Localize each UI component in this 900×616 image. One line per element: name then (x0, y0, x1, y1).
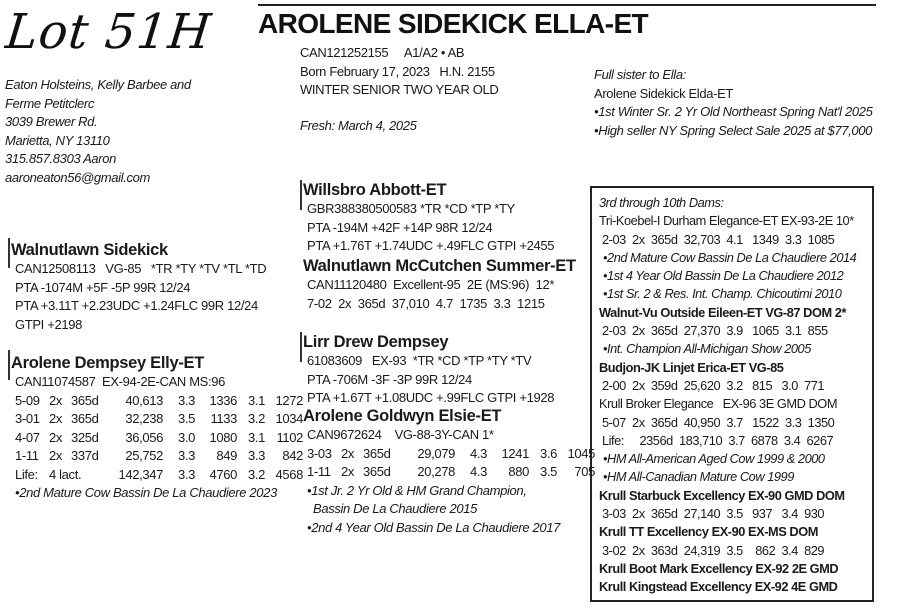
record-cell: 3.1 (247, 429, 265, 445)
dam-record: 2-03 2x 365d 32,703 4.1 1349 3.3 1085 (602, 231, 835, 247)
record-cell: 325d (71, 429, 99, 445)
record-cell: 1272 (275, 392, 303, 408)
sire-dam-name: Walnutlawn McCutchen Summer-ET (303, 257, 576, 275)
dam-dam-registration: CAN9672624 VG-88-3Y-CAN 1* (307, 427, 494, 442)
record-cell: 1080 (209, 429, 237, 445)
record-row (307, 463, 599, 482)
sire-block (11, 240, 266, 334)
dam-name: Arolene Dempsey Elly-ET (11, 354, 205, 372)
dam-record: Life: 2356d 183,710 3.7 6878 3.4 6267 (602, 432, 834, 448)
record-cell: 20,278 (417, 464, 455, 479)
record-row (15, 447, 307, 466)
record-cell: 365d (363, 445, 391, 461)
sire-name: Walnutlawn Sidekick (11, 241, 168, 259)
sire-sire-name: Willsbro Abbott-ET (303, 181, 447, 199)
record-cell: 3.6 (539, 445, 557, 461)
dam-dam-name: Arolene Goldwyn Elsie-ET (303, 407, 502, 425)
record-row (15, 429, 307, 448)
consignor-block (5, 76, 191, 187)
consignor-email[interactable]: aaroneaton56@gmail.com (5, 169, 150, 185)
record-row (15, 410, 307, 429)
sire-dam-block (303, 256, 576, 313)
lot-number: Lot 51H (3, 4, 215, 60)
sire-sire-line: GBR388380500583 *TR *CD *TP *TY (307, 201, 515, 216)
dams-box (590, 186, 874, 602)
fresh-line: Fresh: March 4, 2025 (300, 117, 417, 133)
record-cell: 3.2 (247, 411, 265, 426)
sire-line: CAN12508113 VG-85 *TR *TY *TV *TL *TD (15, 261, 267, 276)
record-cell: 849 (216, 448, 237, 463)
record-cell: 4.3 (469, 464, 487, 479)
record-cell: 365d (71, 392, 99, 408)
sire-sire-line: PTA -194M +42F +14P 98R 12/24 (307, 219, 493, 235)
sister-name: Arolene Sidekick Elda-ET (594, 85, 733, 101)
record-cell: 1-11 (15, 448, 39, 463)
dam-name: Walnut-Vu Outside Eileen-ET VG-87 DOM 2* (599, 304, 846, 320)
consignor-line: Eaton Holsteins, Kelly Barbee and (5, 77, 191, 92)
dam-sire-line: PTA -706M -3F -3P 99R 12/24 (307, 371, 472, 387)
dam-note: •1st Sr. 2 & Res. Int. Champ. Chicoutimi 2010 (603, 286, 842, 302)
record-cell: 2x (49, 392, 63, 408)
record-cell: 3.0 (177, 429, 195, 445)
consignor-line: 3039 Brewer Rd. (5, 114, 98, 129)
record-cell: 880 (508, 464, 529, 479)
sire-line: GTPI +2198 (15, 316, 82, 332)
record-row (15, 466, 307, 485)
sire-dam-line: 7-02 2x 365d 37,010 4.7 1735 3.3 1215 (307, 295, 545, 311)
record-cell: 365d (363, 464, 391, 479)
dam-name: Tri-Koebel-I Durham Elegance-ET EX-93-2E 10* (599, 213, 854, 229)
record-cell: 1-11 (307, 464, 331, 479)
record-cell: 2x (49, 429, 63, 445)
record-cell: 3.5 (539, 464, 557, 479)
record-cell: 3.5 (177, 411, 195, 426)
dam-name: Krull Boot Mark Excellency EX-92 2E GMD (599, 560, 839, 576)
record-row (15, 392, 307, 411)
record-cell: 3-03 (307, 445, 332, 461)
dam-sire-block (303, 332, 554, 408)
dam-sire-line: PTA +1.67T +1.08UDC +.99FLC GTPI +1928 (307, 390, 555, 405)
record-cell: 4.3 (469, 445, 487, 461)
record-cell: 2x (49, 411, 63, 426)
record-cell: 142,347 (118, 466, 163, 482)
record-cell: 842 (282, 448, 303, 463)
dam-records (15, 392, 307, 485)
record-cell: 1045 (567, 445, 595, 461)
dam-dam-note: Bassin De La Chaudiere 2015 (313, 501, 477, 516)
dam-name: Krull Starbuck Excellency EX-90 GMD DOM (599, 487, 845, 503)
dam-dam-note: •1st Jr. 2 Yr Old & HM Grand Champion, (307, 482, 527, 498)
sire-line: PTA -1074M +5F -5P 99R 12/24 (15, 279, 191, 295)
record-cell: 4568 (275, 466, 303, 482)
record-cell: 1133 (210, 411, 237, 426)
animal-info (300, 44, 498, 135)
dam-block (11, 353, 307, 503)
sire-sire-block (303, 180, 554, 256)
record-cell: 365d (71, 411, 99, 426)
dam-dam-block (303, 406, 599, 537)
record-cell: 2x (341, 464, 355, 479)
record-cell: 3.3 (177, 448, 195, 463)
dam-dam-note: •2nd 4 Year Old Bassin De La Chaudiere 2017 (307, 519, 561, 535)
record-cell: 4760 (209, 466, 237, 482)
record-cell: 1102 (276, 429, 303, 445)
sister-heading: Full sister to Ella: (594, 67, 686, 82)
record-row (307, 445, 599, 464)
record-cell: 25,752 (125, 448, 163, 463)
dams-list (599, 212, 868, 596)
dam-sire-name: Lirr Drew Dempsey (303, 333, 449, 351)
dam-record: 2-00 2x 359d 25,620 3.2 815 3.0 771 (602, 377, 825, 393)
dam-record: 3-03 2x 365d 27,140 3.5 937 3.4 930 (602, 506, 825, 522)
dam-note: •2nd Mature Cow Bassin De La Chaudiere 2014 (603, 249, 857, 265)
record-cell: 40,613 (125, 392, 163, 408)
record-cell: 705 (574, 464, 595, 479)
dam-note: •1st 4 Year Old Bassin De La Chaudiere 2012 (603, 268, 844, 284)
record-cell: 2x (49, 448, 63, 463)
dam-name: Krull TT Excellency EX-90 EX-MS DOM (599, 524, 818, 540)
dam-name: Krull Kingstead Excellency EX-92 4E GMD (599, 579, 838, 595)
dam-registration: CAN11074587 EX-94-2E-CAN MS:96 (15, 374, 226, 389)
page-title: AROLENE SIDEKICK ELLA-ET (258, 8, 649, 39)
dam-note: •Int. Champion All-Michigan Show 2005 (603, 341, 811, 357)
top-rule (258, 4, 876, 6)
record-cell: 3.3 (177, 392, 195, 408)
record-cell: 3.1 (247, 392, 265, 408)
record-cell: Life: (15, 466, 38, 482)
dam-record: 5-07 2x 365d 40,950 3.7 1522 3.3 1350 (602, 414, 835, 430)
record-cell: 3.3 (177, 466, 195, 482)
record-cell: 1034 (275, 411, 303, 426)
record-cell: 1241 (501, 445, 529, 461)
consignor-line: 315.857.8303 Aaron (5, 151, 117, 166)
record-cell: 1336 (209, 392, 237, 408)
born-line: Born February 17, 2023 H.N. 2155 (300, 63, 495, 79)
dam-name: Budjon-JK Linjet Erica-ET VG-85 (599, 359, 784, 375)
class-line: WINTER SENIOR TWO YEAR OLD (300, 82, 499, 97)
dams-heading: 3rd through 10th Dams: (599, 195, 724, 210)
dam-note: •HM All-Canadian Mature Cow 1999 (603, 469, 794, 485)
record-cell: 2x (341, 445, 355, 461)
record-cell: 3-01 (15, 411, 40, 426)
record-cell: 36,056 (125, 429, 163, 445)
record-cell: 3.2 (247, 466, 265, 482)
dam-name: Krull Broker Elegance EX-96 3E GMD DOM (599, 396, 838, 412)
consignor-line: Marietta, NY 13110 (5, 132, 110, 148)
registration-line: CAN121252155 A1/A2 • AB (300, 45, 465, 60)
dam-note: •2nd Mature Cow Bassin De La Chaudiere 2023 (15, 485, 277, 500)
record-cell: 32,238 (125, 411, 163, 426)
record-cell: 3.3 (247, 448, 265, 463)
record-cell: 5-09 (15, 392, 40, 408)
dam-dam-records (307, 445, 599, 482)
consignor-line: Ferme Petitclerc (5, 95, 95, 111)
sire-line: PTA +3.11T +2.23UDC +1.24FLC 99R 12/24 (15, 298, 258, 313)
dam-record: 3-02 2x 363d 24,319 3.5 862 3.4 829 (602, 542, 825, 558)
record-cell: 4-07 (15, 429, 40, 445)
dam-record: 2-03 2x 365d 27,370 3.9 1065 3.1 855 (602, 323, 828, 339)
sire-sire-line: PTA +1.76T +1.74UDC +.49FLC GTPI +2455 (307, 238, 555, 253)
sister-note: •1st Winter Sr. 2 Yr Old Northeast Spring Nat'l 2025 (594, 104, 873, 119)
record-cell: 337d (71, 448, 99, 463)
record-cell: 4 lact. (49, 466, 82, 482)
sister-note: •High seller NY Spring Select Sale 2025 at $77,000 (594, 122, 873, 138)
dam-sire-line: 61083609 EX-93 *TR *CD *TP *TY *TV (307, 353, 532, 368)
full-sister-block (594, 66, 872, 140)
sire-dam-line: CAN11120480 Excellent-95 2E (MS:96) 12* (307, 277, 555, 292)
dam-note: •HM All-American Aged Cow 1999 & 2000 (603, 451, 825, 467)
record-cell: 29,079 (417, 445, 455, 461)
